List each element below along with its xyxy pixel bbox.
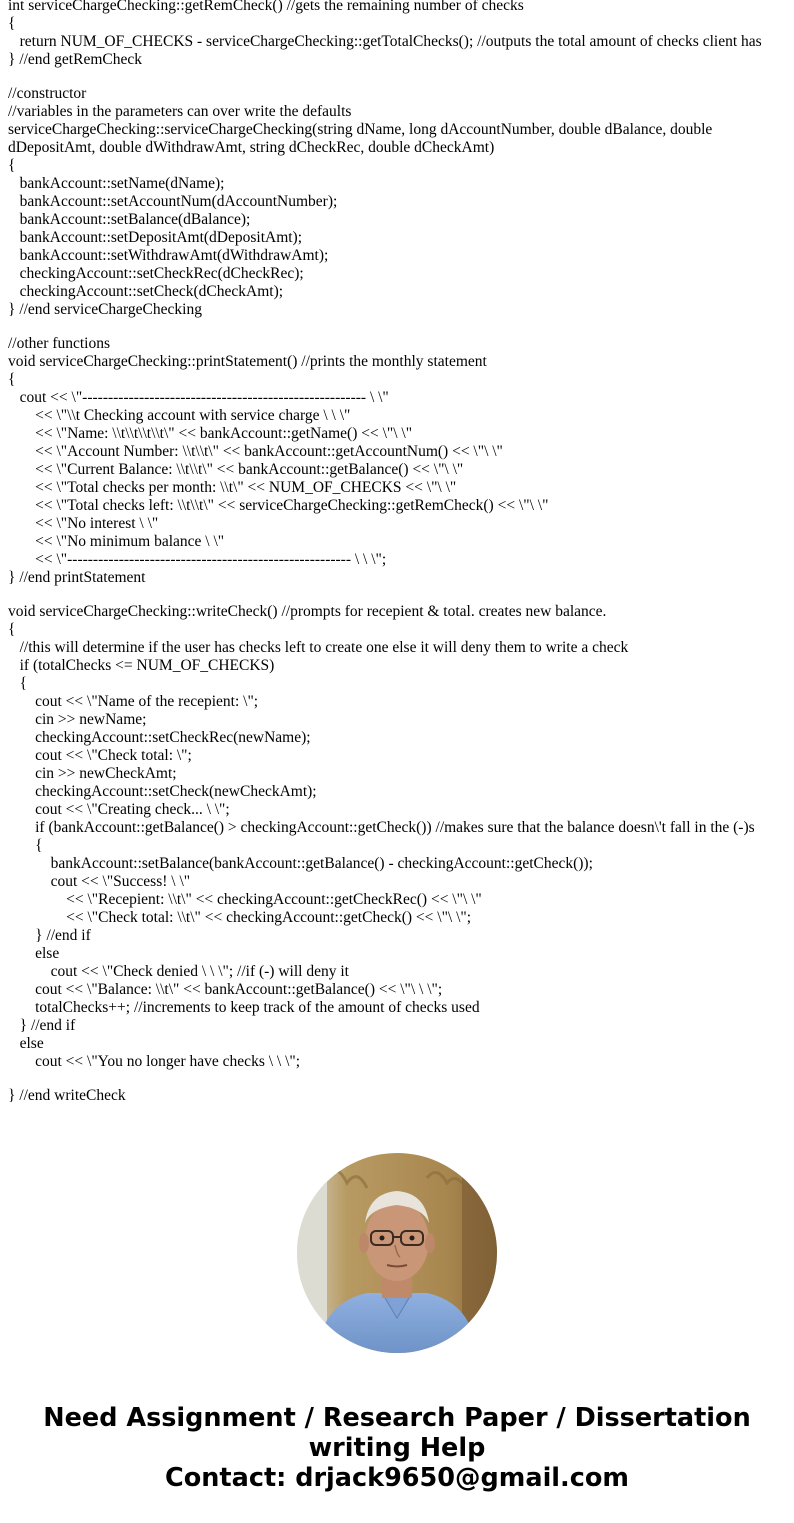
code-line: cout << \"------------------------------------------------------- \ \" (8, 389, 389, 406)
code-line: if (totalChecks <= NUM_OF_CHECKS) (8, 657, 275, 674)
code-line: cin >> newName; (8, 711, 147, 728)
code-line: if (bankAccount::getBalance() > checkingAccount::getCheck()) //makes sure that the balance doesn\'t fall in the (-)s (8, 819, 755, 836)
code-line: else (8, 945, 60, 962)
code-line (8, 319, 794, 335)
code-line: bankAccount::setBalance(dBalance); (8, 211, 251, 228)
code-line: << \"Total checks per month: \\t\" << NUM_OF_CHECKS << \"\ \" (8, 479, 457, 496)
code-line: } //end writeCheck (8, 1087, 126, 1104)
avatar-photo (297, 1153, 497, 1353)
code-line: checkingAccount::setCheckRec(newName); (8, 729, 311, 746)
code-line: } //end printStatement (8, 569, 146, 586)
code-listing (8, 0, 794, 1105)
author-avatar (297, 1153, 497, 1353)
code-line: } //end serviceChargeChecking (8, 301, 202, 318)
code-line: //variables in the parameters can over write the defaults (8, 103, 352, 120)
code-line: cout << \"Check total: \"; (8, 747, 192, 764)
code-line: << \"------------------------------------------------------- \ \ \"; (8, 551, 387, 568)
code-line: << \"Total checks left: \\t\\t\" << serviceChargeChecking::getRemCheck() << \"\ \" (8, 497, 549, 514)
code-line: else (8, 1035, 44, 1052)
code-line: serviceChargeChecking::serviceChargeChecking(string dName, long dAccountNumber, double dBalance, double dDepositAmt, double dWithdrawAmt, string dCheckRec, double dCheckAmt) (8, 121, 717, 156)
code-line: cout << \"Name of the recepient: \"; (8, 693, 259, 710)
footer-contact: Contact: drjack9650@gmail.com (165, 1463, 629, 1493)
code-line (8, 1071, 794, 1087)
code-line: checkingAccount::setCheck(newCheckAmt); (8, 783, 317, 800)
code-line: bankAccount::setDepositAmt(dDepositAmt); (8, 229, 303, 246)
contact-footer (0, 1403, 794, 1493)
code-line: { (8, 371, 16, 388)
code-line: << \"Current Balance: \\t\\t\" << bankAccount::getBalance() << \"\ \" (8, 461, 464, 478)
code-line: cout << \"Success! \ \" (8, 873, 191, 890)
code-line: //this will determine if the user has checks left to create one else it will deny them to write a check (8, 639, 629, 656)
code-line: { (8, 15, 16, 32)
code-line: cout << \"Balance: \\t\" << bankAccount::getBalance() << \"\ \ \"; (8, 981, 443, 998)
code-line: cout << \"Creating check... \ \"; (8, 801, 230, 818)
code-line: { (8, 157, 16, 174)
code-line (8, 587, 794, 603)
code-line: //other functions (8, 335, 111, 352)
code-line: checkingAccount::setCheck(dCheckAmt); (8, 283, 284, 300)
code-line: { (8, 675, 28, 692)
code-line: << \"Recepient: \\t\" << checkingAccount::getCheckRec() << \"\ \" (8, 891, 482, 908)
code-line: } //end if (8, 927, 91, 944)
code-line: //constructor (8, 85, 87, 102)
code-line: cin >> newCheckAmt; (8, 765, 177, 782)
code-line: << \"\\t Checking account with service charge \ \ \" (8, 407, 351, 424)
code-line: cout << \"You no longer have checks \ \ \"; (8, 1053, 301, 1070)
code-line: int serviceChargeChecking::getRemCheck() //gets the remaining number of checks (8, 0, 524, 14)
code-line: << \"Name: \\t\\t\\t\\t\" << bankAccount::getName() << \"\ \" (8, 425, 413, 442)
footer-line-2: writing Help (308, 1433, 486, 1463)
code-line: cout << \"Check denied \ \ \"; //if (-) will deny it (8, 963, 349, 980)
code-line: << \"No interest \ \" (8, 515, 159, 532)
code-line: checkingAccount::setCheckRec(dCheckRec); (8, 265, 304, 282)
code-line: { (8, 837, 43, 854)
code-line: void serviceChargeChecking::writeCheck() //prompts for recepient & total. creates new balance. (8, 603, 607, 620)
code-line: return NUM_OF_CHECKS - serviceChargeChecking::getTotalChecks(); //outputs the total amount of checks client has (8, 33, 762, 50)
code-line (8, 69, 794, 85)
code-line: totalChecks++; //increments to keep track of the amount of checks used (8, 999, 480, 1016)
code-line: bankAccount::setAccountNum(dAccountNumber); (8, 193, 338, 210)
code-line: { (8, 621, 16, 638)
footer-line-1: Need Assignment / Research Paper / Dissertation (43, 1403, 751, 1433)
code-line: bankAccount::setWithdrawAmt(dWithdrawAmt); (8, 247, 329, 264)
code-line: } //end if (8, 1017, 76, 1034)
code-line: } //end getRemCheck (8, 51, 142, 68)
code-line: << \"No minimum balance \ \" (8, 533, 225, 550)
code-line: bankAccount::setName(dName); (8, 175, 225, 192)
code-line: << \"Account Number: \\t\\t\" << bankAccount::getAccountNum() << \"\ \" (8, 443, 503, 460)
code-line: void serviceChargeChecking::printStatement() //prints the monthly statement (8, 353, 487, 370)
code-line: << \"Check total: \\t\" << checkingAccount::getCheck() << \"\ \"; (8, 909, 472, 926)
code-line: bankAccount::setBalance(bankAccount::getBalance() - checkingAccount::getCheck()); (8, 855, 593, 872)
